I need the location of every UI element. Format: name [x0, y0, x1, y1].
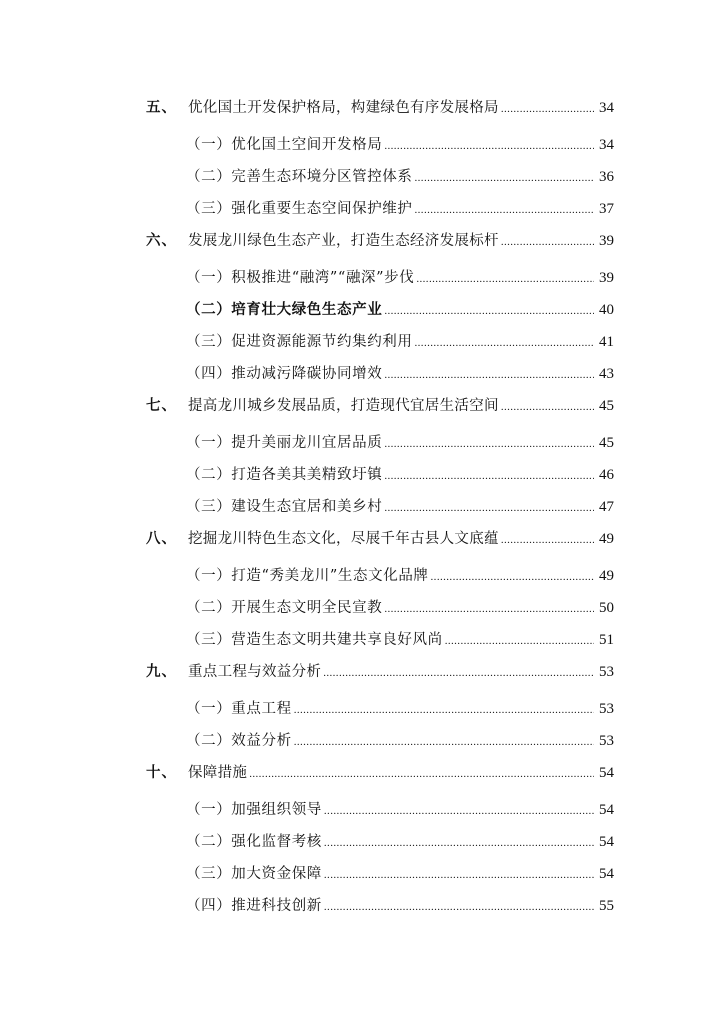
section-title: （三）建设生态宜居和美乡村 [186, 499, 383, 515]
page-number: 54 [599, 765, 614, 781]
toc-section-entry[interactable] [186, 197, 614, 221]
section-title: （二）完善生态环境分区管控体系 [186, 169, 413, 185]
dot-leader [416, 267, 594, 291]
chapter-title: 提高龙川城乡发展品质，打造现代宜居生活空间 [188, 398, 499, 414]
toc-chapter-entry[interactable] [146, 660, 614, 684]
page-number: 46 [599, 467, 614, 483]
page-number: 55 [599, 898, 614, 914]
toc-section-entry[interactable] [186, 463, 614, 487]
toc-chapter-entry[interactable] [146, 394, 614, 418]
page-number: 39 [599, 233, 614, 249]
section-title: （二）强化监督考核 [186, 834, 322, 850]
toc-section-entry[interactable] [186, 862, 614, 886]
toc-chapter-entry[interactable] [146, 229, 614, 253]
page-number: 36 [599, 169, 614, 185]
section-title: （三）加大资金保障 [186, 866, 322, 882]
chapter-number: 九、 [146, 663, 177, 680]
page-number: 49 [599, 531, 614, 547]
dot-leader [445, 629, 594, 653]
toc-section-entry[interactable] [186, 165, 614, 189]
section-title: （二）开展生态文明全民宣教 [186, 600, 383, 616]
chapter-number: 十、 [146, 764, 177, 781]
toc-section-entry[interactable] [186, 266, 614, 290]
toc-section-entry[interactable] [186, 362, 614, 386]
toc-section-entry[interactable] [186, 697, 614, 721]
page-number: 41 [599, 334, 614, 350]
chapter-title: 挖掘龙川特色生态文化，尽展千年古县人文底蕴 [188, 531, 499, 547]
toc-section-entry[interactable] [186, 628, 614, 652]
section-title: （一）优化国土空间开发格局 [186, 137, 383, 153]
dot-leader [324, 863, 594, 887]
page-number: 53 [599, 664, 614, 680]
toc-section-entry[interactable] [186, 495, 614, 519]
section-title: （三）强化重要生态空间保护维护 [186, 201, 413, 217]
section-title: （一）打造“秀美龙川”生态文化品牌 [186, 568, 429, 584]
chapter-number: 六、 [146, 232, 177, 249]
section-title: （一）提升美丽龙川宜居品质 [186, 435, 383, 451]
page-number: 34 [599, 137, 614, 153]
page-number: 54 [599, 802, 614, 818]
toc-section-entry[interactable] [186, 729, 614, 753]
dot-leader [294, 730, 594, 754]
toc-chapter-entry[interactable] [146, 527, 614, 551]
toc-section-entry[interactable] [186, 894, 614, 918]
section-title: （三）促进资源能源节约集约利用 [186, 334, 413, 350]
toc-section-entry[interactable] [186, 596, 614, 620]
dot-leader [415, 198, 595, 222]
section-title: （二）培育壮大绿色生态产业 [186, 301, 383, 318]
dot-leader [415, 331, 595, 355]
dot-leader [324, 895, 594, 919]
dot-leader [501, 528, 594, 552]
page-number: 54 [599, 866, 614, 882]
dot-leader [415, 166, 595, 190]
toc-chapter-entry[interactable] [146, 761, 614, 785]
dot-leader [324, 799, 594, 823]
chapter-title: 重点工程与效益分析 [188, 664, 322, 680]
toc-section-entry[interactable] [186, 330, 614, 354]
page-number: 53 [599, 701, 614, 717]
chapter-number: 八、 [146, 530, 177, 547]
toc-section-entry[interactable] [186, 298, 614, 322]
dot-leader [249, 762, 594, 786]
section-title: （三）营造生态文明共建共享良好风尚 [186, 632, 443, 648]
page-number: 43 [599, 366, 614, 382]
dot-leader [501, 230, 594, 254]
dot-leader [501, 97, 594, 121]
dot-leader [323, 661, 594, 685]
page-number: 34 [599, 100, 614, 116]
dot-leader [431, 565, 594, 589]
page-number: 39 [599, 270, 614, 286]
section-title: （二）打造各美其美精致圩镇 [186, 467, 383, 483]
dot-leader [384, 299, 594, 323]
chapter-number: 五、 [146, 99, 177, 116]
toc-section-entry[interactable] [186, 133, 614, 157]
section-title: （一）积极推进“融湾”“融深”步伐 [186, 270, 415, 286]
dot-leader [384, 464, 594, 488]
toc-chapter-entry[interactable] [146, 96, 614, 120]
page-number: 45 [599, 398, 614, 414]
page-number: 40 [599, 302, 614, 318]
page-number: 45 [599, 435, 614, 451]
page-number: 37 [599, 201, 614, 217]
section-title: （二）效益分析 [186, 733, 292, 749]
toc-section-entry[interactable] [186, 431, 614, 455]
page-number: 51 [599, 632, 614, 648]
chapter-title: 发展龙川绿色生态产业，打造生态经济发展标杆 [188, 233, 499, 249]
dot-leader [384, 432, 594, 456]
dot-leader [384, 134, 594, 158]
section-title: （四）推动减污降碳协同增效 [186, 366, 383, 382]
section-title: （一）重点工程 [186, 701, 292, 717]
dot-leader [501, 395, 594, 419]
section-title: （四）推进科技创新 [186, 898, 322, 914]
chapter-title: 保障措施 [188, 765, 248, 781]
page-number: 49 [599, 568, 614, 584]
section-title: （一）加强组织领导 [186, 802, 322, 818]
toc-section-entry[interactable] [186, 564, 614, 588]
page-number: 54 [599, 834, 614, 850]
chapter-number: 七、 [146, 397, 177, 414]
toc-section-entry[interactable] [186, 830, 614, 854]
dot-leader [324, 831, 594, 855]
dot-leader [384, 597, 594, 621]
chapter-title: 优化国土开发保护格局，构建绿色有序发展格局 [188, 100, 499, 116]
toc-section-entry[interactable] [186, 798, 614, 822]
page-number: 53 [599, 733, 614, 749]
page-number: 50 [599, 600, 614, 616]
page-number: 47 [599, 499, 614, 515]
dot-leader [294, 698, 594, 722]
dot-leader [384, 496, 594, 520]
dot-leader [384, 363, 594, 387]
